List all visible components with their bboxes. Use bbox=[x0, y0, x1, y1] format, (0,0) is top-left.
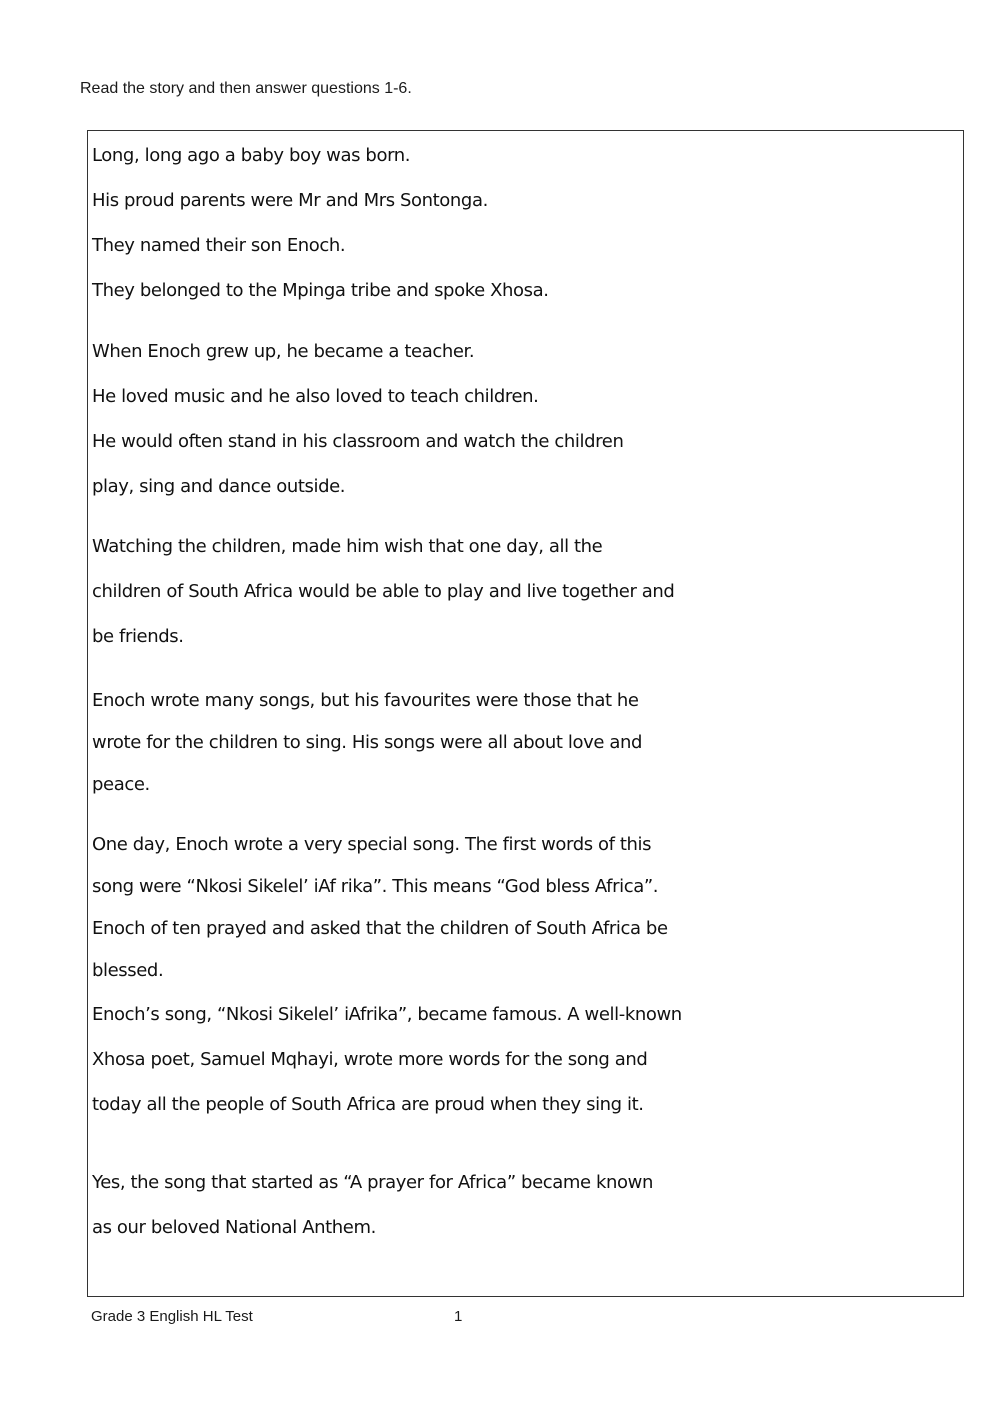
story-paragraph-7 bbox=[92, 1160, 963, 1250]
story-line: Watching the children, made him wish that one day, all the bbox=[92, 536, 603, 557]
story-line: wrote for the children to sing. His songs were all about love and bbox=[92, 732, 643, 753]
story-line: They belonged to the Mpinga tribe and spoke Xhosa. bbox=[92, 280, 549, 301]
story-line: One day, Enoch wrote a very special song. The first words of this bbox=[92, 834, 652, 855]
story-line: He would often stand in his classroom and watch the children bbox=[92, 431, 624, 452]
story-line: When Enoch grew up, he became a teacher. bbox=[92, 341, 475, 362]
story-line: song were “Nkosi Sikelel’ iAf rika”. This means “God bless Africa”. bbox=[92, 876, 659, 897]
story-paragraph-3 bbox=[92, 524, 963, 659]
page-number: 1 bbox=[454, 1308, 463, 1325]
story-line: Enoch wrote many songs, but his favourites were those that he bbox=[92, 690, 639, 711]
story-line: Long, long ago a baby boy was born. bbox=[92, 145, 411, 166]
story-line: play, sing and dance outside. bbox=[92, 476, 346, 497]
story-line: as our beloved National Anthem. bbox=[92, 1217, 376, 1238]
story-line: today all the people of South Africa are proud when they sing it. bbox=[92, 1094, 644, 1115]
story-paragraph-1 bbox=[92, 133, 963, 313]
story-paragraph-4 bbox=[92, 680, 963, 806]
story-line: His proud parents were Mr and Mrs Sontonga. bbox=[92, 190, 488, 211]
story-line: They named their son Enoch. bbox=[92, 235, 346, 256]
story-paragraph-6 bbox=[92, 992, 963, 1127]
story-line: blessed. bbox=[92, 960, 164, 981]
story-box bbox=[87, 130, 964, 1297]
story-line: be friends. bbox=[92, 626, 184, 647]
story-line: Enoch of ten prayed and asked that the children of South Africa be bbox=[92, 918, 668, 939]
story-line: He loved music and he also loved to teach children. bbox=[92, 386, 539, 407]
story-line: peace. bbox=[92, 774, 150, 795]
footer-title: Grade 3 English HL Test bbox=[91, 1308, 253, 1325]
story-paragraph-2 bbox=[92, 329, 963, 509]
story-line: Enoch’s song, “Nkosi Sikelel’ iAfrika”, became famous. A well-known bbox=[92, 1004, 682, 1025]
story-line: Yes, the song that started as “A prayer for Africa” became known bbox=[92, 1172, 653, 1193]
story-line: children of South Africa would be able to play and live together and bbox=[92, 581, 675, 602]
story-line: Xhosa poet, Samuel Mqhayi, wrote more words for the song and bbox=[92, 1049, 648, 1070]
story-paragraph-5 bbox=[92, 824, 963, 992]
instruction-text: Read the story and then answer questions 1-6. bbox=[80, 80, 412, 97]
